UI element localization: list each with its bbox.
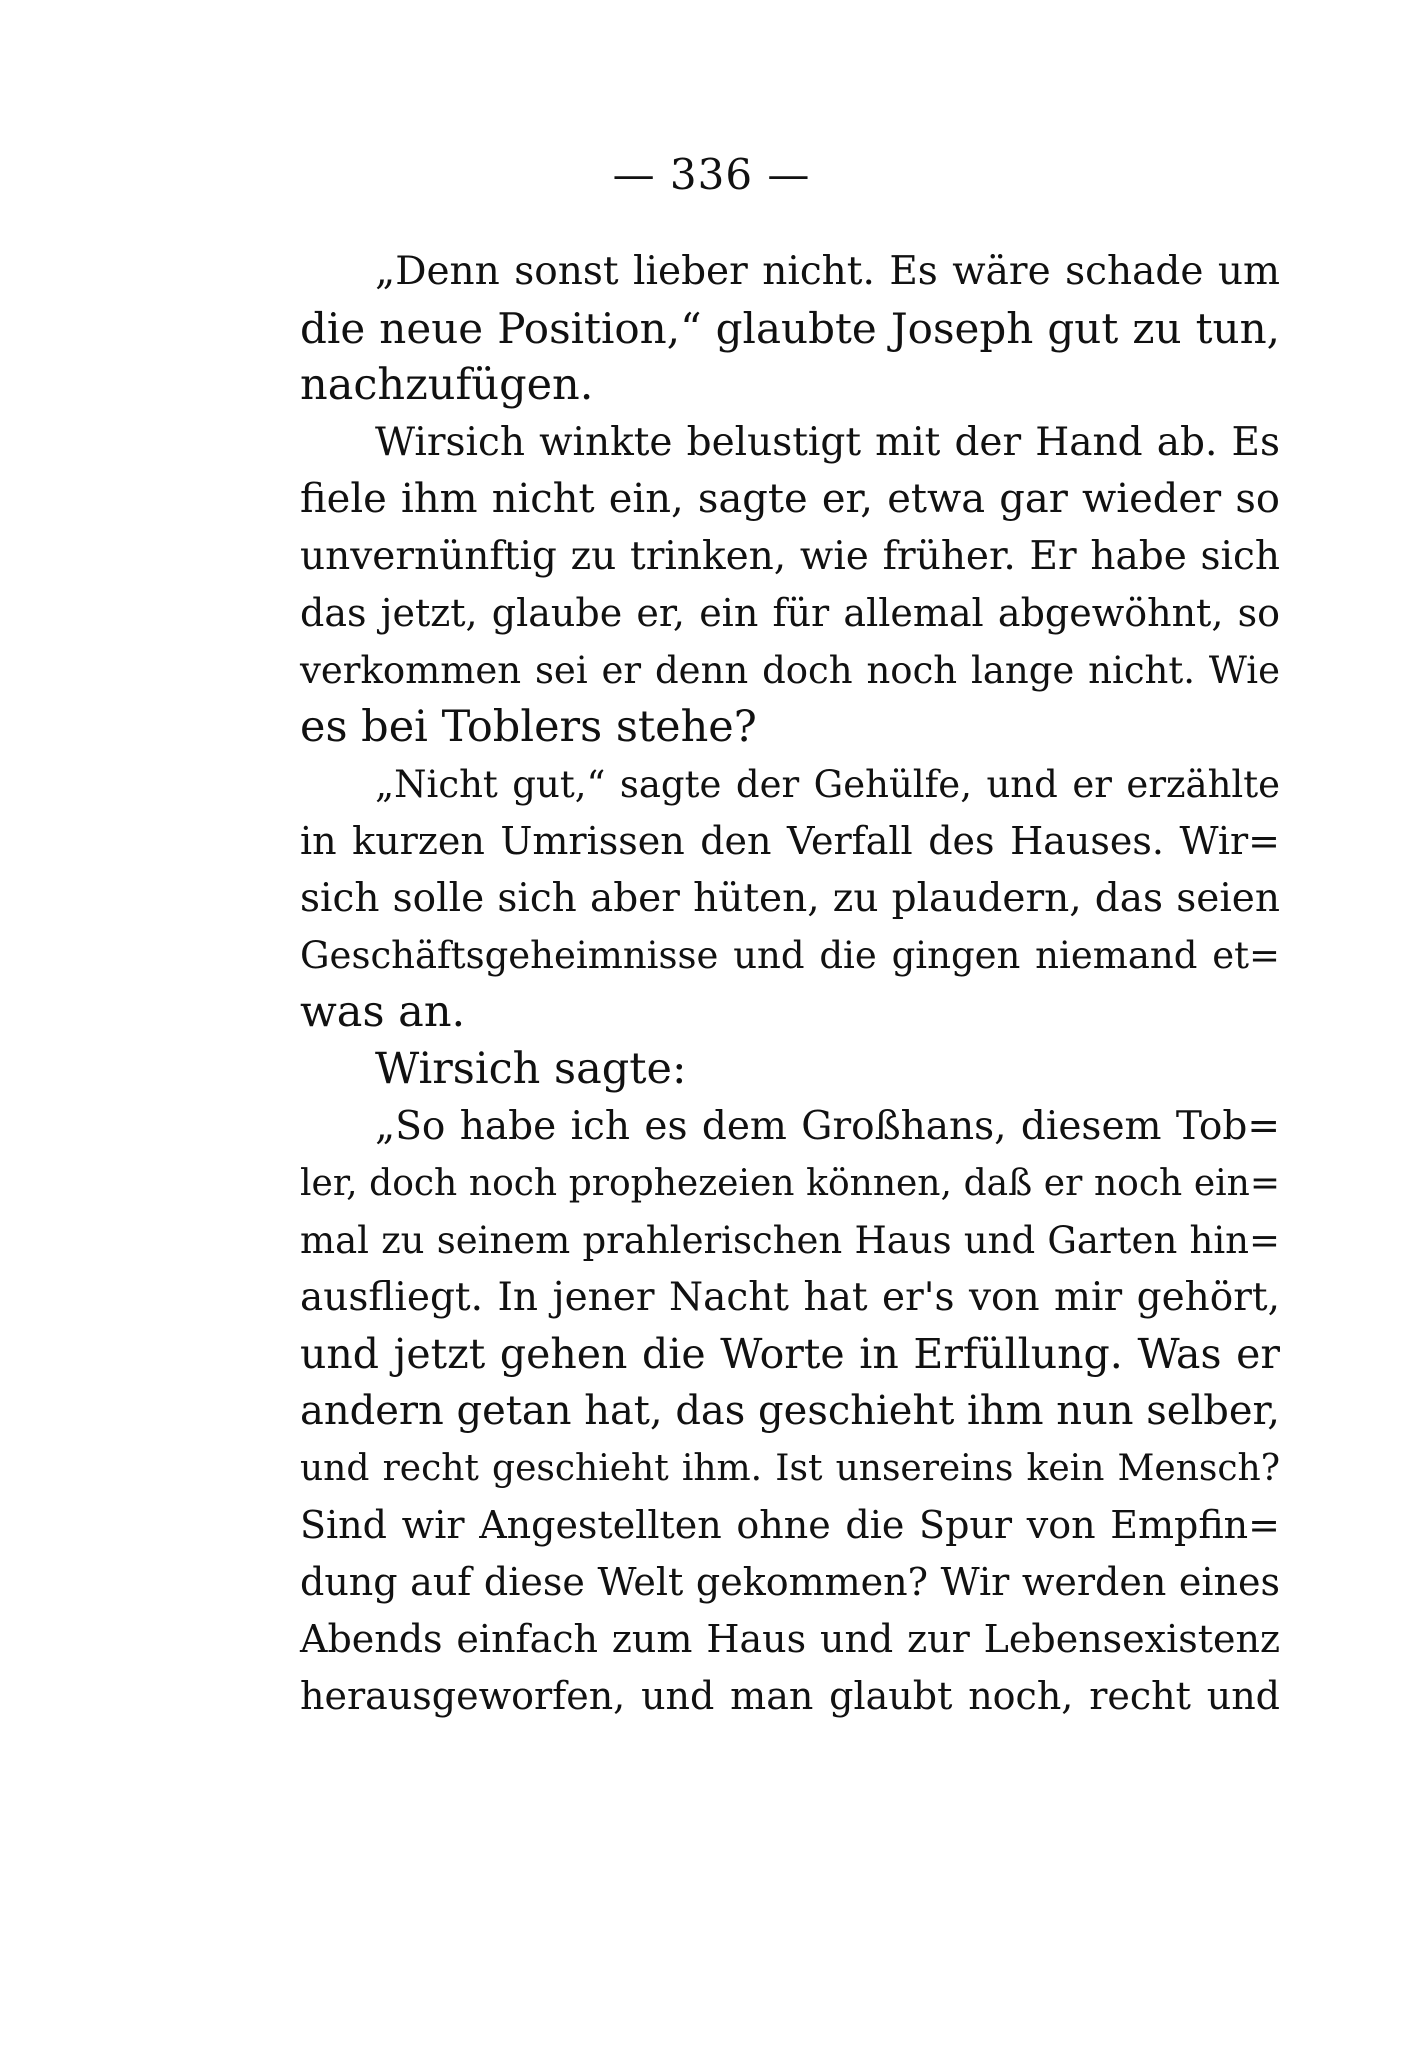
- text-line: Geschäftsgeheimnisse und die gingen niemand et=: [300, 934, 1280, 977]
- text-line: mal zu seinem prahlerischen Haus und Garten hin=: [300, 1219, 1280, 1262]
- text-line: Wirsich sagte:: [375, 1044, 687, 1094]
- body-text: [300, 243, 1280, 1725]
- text-line: verkommen sei er denn doch noch lange nicht. Wie: [300, 649, 1280, 692]
- text-line: Sind wir Angestellten ohne die Spur von Empfin=: [300, 1503, 1280, 1547]
- text-line: herausgeworfen, und man glaubt noch, recht und: [300, 1674, 1280, 1718]
- text-line: dung auf diese Welt gekommen? Wir werden eines: [300, 1560, 1280, 1604]
- text-line: „Nicht gut,“ sagte der Gehülfe, und er erzählte: [375, 763, 1280, 806]
- text-line: sich solle sich aber hüten, zu plaudern, das seien: [300, 876, 1280, 921]
- text-line: „Denn sonst lieber nicht. Es wäre schade um: [375, 249, 1280, 294]
- text-line: ler, doch noch prophezeien können, daß er noch ein=: [300, 1163, 1280, 1204]
- text-line: Wirsich winkte belustigt mit der Hand ab. Es: [375, 420, 1280, 465]
- text-line: in kurzen Umrissen den Verfall des Hauses. Wir=: [300, 819, 1280, 863]
- text-line: andern getan hat, das geschieht ihm nun selber,: [300, 1388, 1280, 1434]
- text-line: und jetzt gehen die Worte in Erfüllung. Was er: [300, 1330, 1280, 1378]
- text-line: fiele ihm nicht ein, sagte er, etwa gar wieder so: [300, 476, 1280, 522]
- page-number: — 336 —: [612, 150, 811, 199]
- text-line: unvernünftig zu trinken, wie früher. Er habe sich: [300, 534, 1280, 579]
- text-line: was an.: [300, 987, 466, 1037]
- text-line: ausfliegt. In jener Nacht hat er's von mir gehört,: [300, 1275, 1280, 1320]
- text-line: die neue Position,“ glaubte Joseph gut zu tun,: [300, 304, 1280, 353]
- text-line: „So habe ich es dem Großhans, diesem Tob=: [375, 1104, 1280, 1149]
- text-line: das jetzt, glaube er, ein für allemal abgewöhnt, so: [300, 591, 1280, 635]
- text-line: nachzufügen.: [300, 360, 594, 410]
- text-line: es bei Toblers stehe?: [300, 702, 757, 752]
- text-line: und recht geschieht ihm. Ist unsereins kein Mensch?: [300, 1448, 1280, 1489]
- text-line: Abends einfach zum Haus und zur Lebensexistenz: [300, 1617, 1280, 1661]
